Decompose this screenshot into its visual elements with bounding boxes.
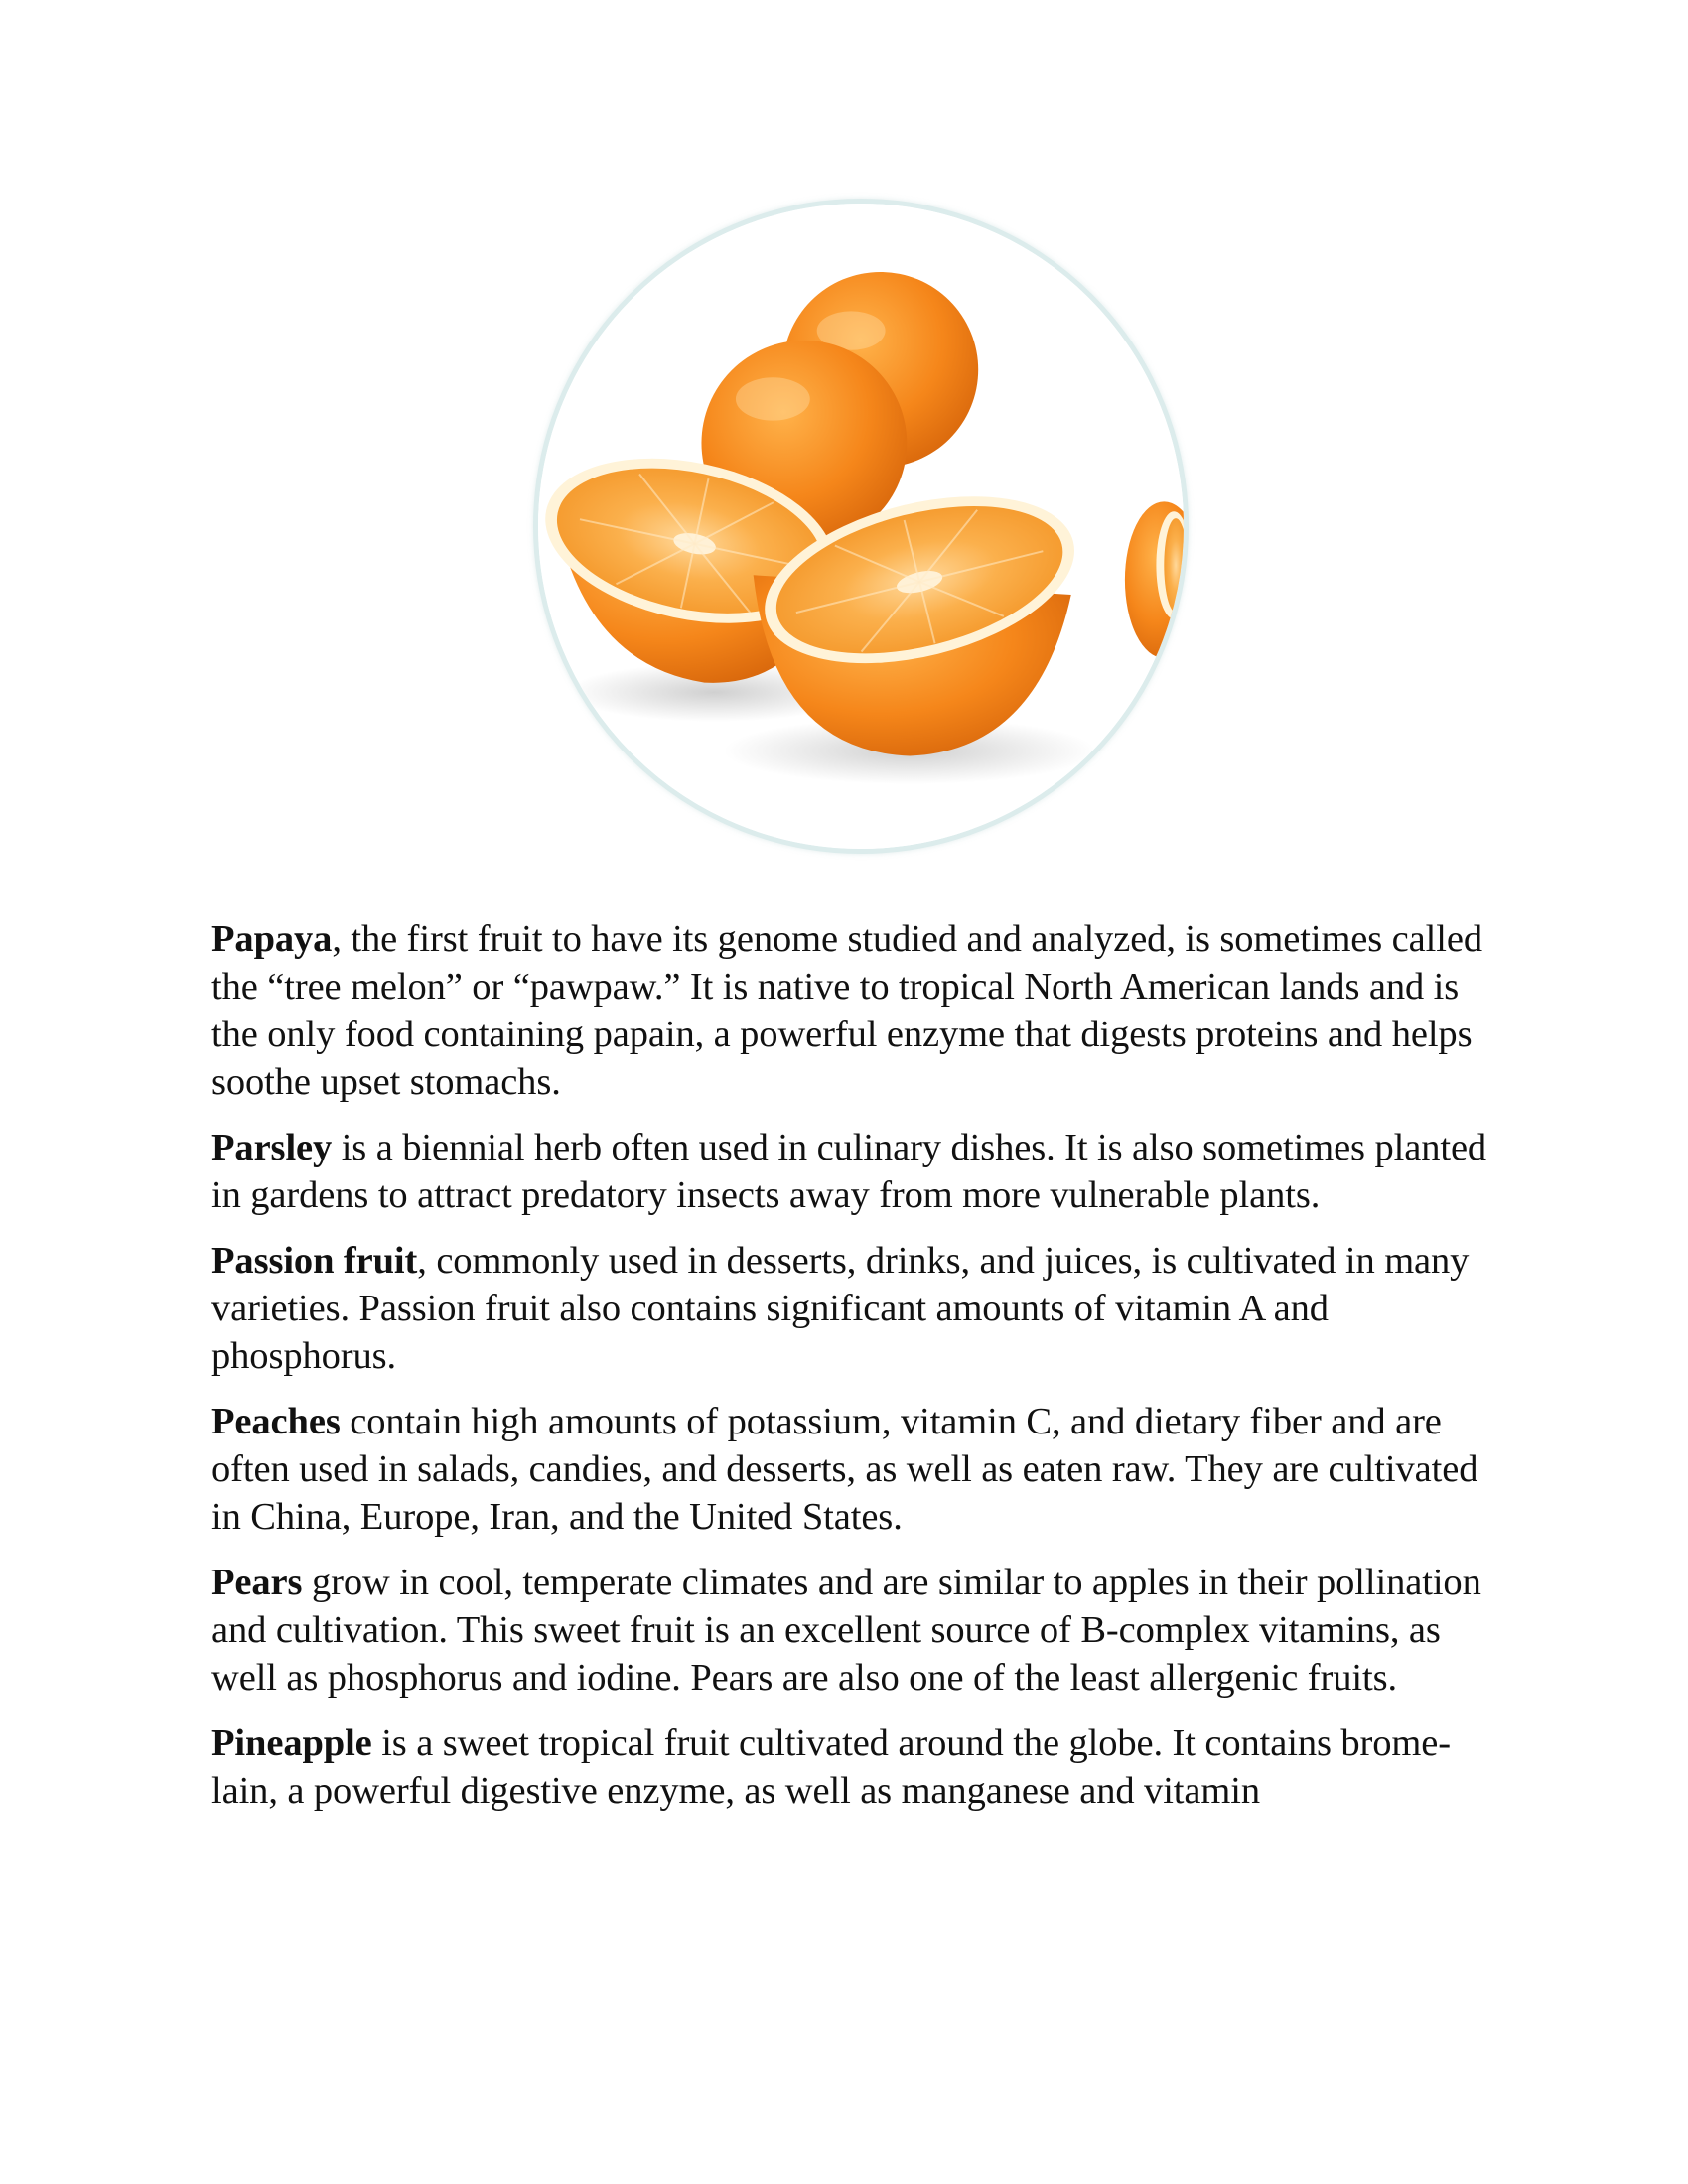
entry-pineapple bbox=[211, 1719, 1502, 1815]
entry-papaya bbox=[211, 915, 1502, 1106]
entry-text: is a biennial herb often used in culinary dishes. It is also sometimes planted in gardens to attract predatory insects away from more vulnerable plants. bbox=[211, 1127, 1487, 1216]
entry-text: is a sweet tropical fruit cultivated around the globe. It contains brome-lain, a powerful digestive enzyme, as well as manganese and vitamin bbox=[211, 1722, 1451, 1812]
entry-peaches bbox=[211, 1398, 1502, 1541]
oranges-photo bbox=[533, 199, 1189, 854]
oranges-photo-icon bbox=[538, 204, 1184, 849]
entry-term: Peaches bbox=[211, 1401, 341, 1442]
entry-text: , the first fruit to have its genome studied and analyzed, is sometimes called the “tree melon” or “pawpaw.” It is native to tropical North American lands and is the only food containing papain, a powerful enzyme that digests proteins and helps soothe upset stomachs. bbox=[211, 918, 1482, 1103]
entry-text: , commonly used in desserts, drinks, and juices, is cultivated in many varieties. Passion fruit also contains significant amounts of vitamin A and phosphorus. bbox=[211, 1240, 1470, 1377]
entry-term: Parsley bbox=[211, 1127, 333, 1168]
entry-text: grow in cool, temperate climates and are similar to apples in their pollination and cultivation. This sweet fruit is an excellent source of B-complex vitamins, as well as phosphorus and iodine. Pears are also one of the least allergenic fruits. bbox=[211, 1562, 1481, 1699]
entry-term: Pears bbox=[211, 1562, 303, 1603]
entry-term: Papaya bbox=[211, 918, 333, 960]
entry-term: Pineapple bbox=[211, 1722, 372, 1764]
entry-pears bbox=[211, 1559, 1502, 1702]
entry-parsley bbox=[211, 1124, 1502, 1219]
entry-passion-fruit bbox=[211, 1237, 1502, 1380]
fruit-descriptions bbox=[211, 915, 1502, 1833]
entry-text: contain high amounts of potassium, vitamin C, and dietary fiber and are often used in salads, candies, and desserts, as well as eaten raw. They are cultivated in China, Europe, Iran, and the United States. bbox=[211, 1401, 1478, 1538]
entry-term: Passion fruit bbox=[211, 1240, 418, 1282]
